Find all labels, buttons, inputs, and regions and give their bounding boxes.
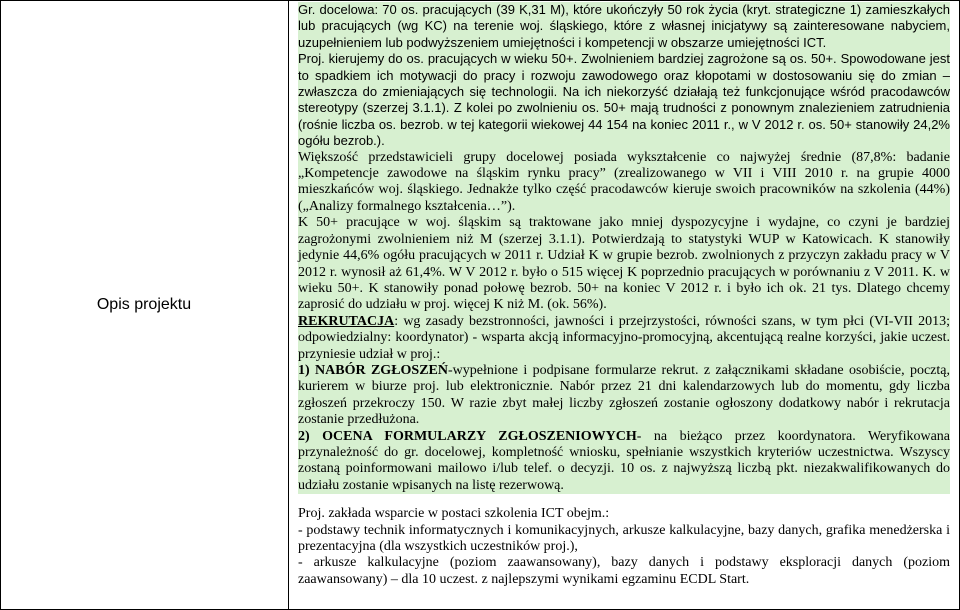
training-item-advanced: - arkusze kalkulacyjne (poziom zaawansowany), bazy danych i podstawy eksploracji danych (poziom zaawansowany) – dla 10 uczest. z najlepszymi wynikami egzaminu ECDL Start. xyxy=(298,555,950,587)
women-paragraph: K 50+ pracujące w woj. śląskim są traktowane jako mniej dyspozycyjne i wydajne, co czyni je bardziej zagrożonymi zwolnieniem niż M (szerzej 3.1.1). Potwierdzają to statystyki WUP w Katowicach. K stanowiły jedynie 44,6% ogółu pracujących w 2011 r. Udział K w grupie bezrob. zwolnionych z przyczyn zakładu pracy w V 2012 r. wynosił aż 61,4%. W V 2012 r. było o 515 więcej K poprzednio pracujących w porównaniu z V 2011. K. w wieku 50+. K stanowiły ponad połowę bezrob. 50+ na koniec V 2012 r. i było ich ok. 21 tys. Dlatego chcemy zaprosić do udziału w proj. więcej K niż M. (ok. 56%). xyxy=(298,215,950,313)
recruitment-text: : wg zasady bezstronności, jawności i przejrzystości, równości szans, w tym płci (VI-VII 2013; odpowiedzialny: koordynator) - wsparta akcją informacyjno-promocyjną, akcentującą realne korzyści, jakie uczest. przyniesie udział w proj.: xyxy=(298,313,950,362)
recruitment-heading: REKRUTACJA xyxy=(298,313,395,329)
education-paragraph: Większość przedstawicieli grupy docelowej posiada wykształcenie co najwyżej średnie (87,8%: badanie „Kompetencje zawodowe na śląskim rynku pracy” (zrealizowanego w VII i VIII 2010 r. na grupie 4000 mieszkańców woj. śląskiego. Jednakże tylko część pracodawców kieruje swoich pracowników na szkolenia (44%) („Analizy formalnego kształcenia…”). xyxy=(298,149,950,214)
row-label-text: Opis projektu xyxy=(96,296,192,313)
step2-text: - na bieżąco przez koordynatora. Weryfikowana przynależność do gr. docelowej, kompletność wniosku, spełnianie wszystkich kryteriów uczestnictwa. Wszyscy zostaną poinformowani mailowo i/lub telef. o decyzji. 10 os. z najwyższą liczbą pkt. niezakwalifikowanych do udziału zostanie wpisanych na listę rezerwową. xyxy=(298,428,950,493)
recruitment-paragraph xyxy=(298,314,950,363)
step1-heading: 1) NABÓR ZGŁOSZEŃ xyxy=(298,362,448,378)
step1-paragraph xyxy=(298,363,950,429)
training-item-basic: - podstawy technik informatycznych i komunikacyjnych, arkusze kalkulacyjne, bazy danych, grafika menedżerska i prezentacyjna (dla wszystkich uczestników proj.), xyxy=(298,522,950,554)
project-description xyxy=(298,2,950,588)
training-intro: Proj. zakłada wsparcie w postaci szkolenia ICT obejm.: xyxy=(298,506,610,522)
step1-text: -wypełnione i podpisane formularze rekrut. z załącznikami składane osobiście, pocztą, kurierem w biurze proj. lub elektronicznie. Nabór przez 21 dni kalendarzowych lub do momentu, gdy liczba zgłoszeń przekroczy 150. W razie zbyt małej liczby zgłoszeń zostanie ogłoszony dodatkowy nabór i rekrutacja zostanie przedłużona. xyxy=(298,362,951,428)
step2-heading: 2) OCENA FORMULARZY ZGŁOSZENIOWYCH xyxy=(298,428,637,444)
row-label xyxy=(0,0,288,610)
column-divider xyxy=(288,0,289,610)
step2-paragraph xyxy=(298,429,950,495)
target-group-paragraph: Gr. docelowa: 70 os. pracujących (39 K,31 M), które ukończyły 50 rok życia (kryt. strategiczne 1) zamieszkałych lub pracujących (wg KC) na terenie woj. śląskiego, które z własnej inicjatywy są zainteresowane nabyciem, uzupełnieniem lub podwyższeniem umiejętności i kompetencji w obszarze umiejętności ICT. xyxy=(298,2,950,50)
age-group-paragraph: Proj. kierujemy do os. pracujących w wieku 50+. Zwolnieniem bardziej zagrożone są os. 50+. Spowodowane jest to spadkiem ich motywacji do pracy i rozwoju zawodowego oraz kłopotami w dostosowaniu się do zmian – zwłaszcza do zmieniających się technologii. Na ich niekorzyść działają też funkcjonujące wśród pracodawców stereotypy (szerzej 3.1.1). Z kolei po zwolnieniu os. 50+ mają trudności z ponownym znalezieniem zatrudnienia (rośnie liczba os. bezrob. w tej kategorii wiekowej 44 154 na koniec 2011 r., w V 2012 r. os. 50+ stanowiły 24,2% ogółu bezrob.). xyxy=(298,51,950,149)
